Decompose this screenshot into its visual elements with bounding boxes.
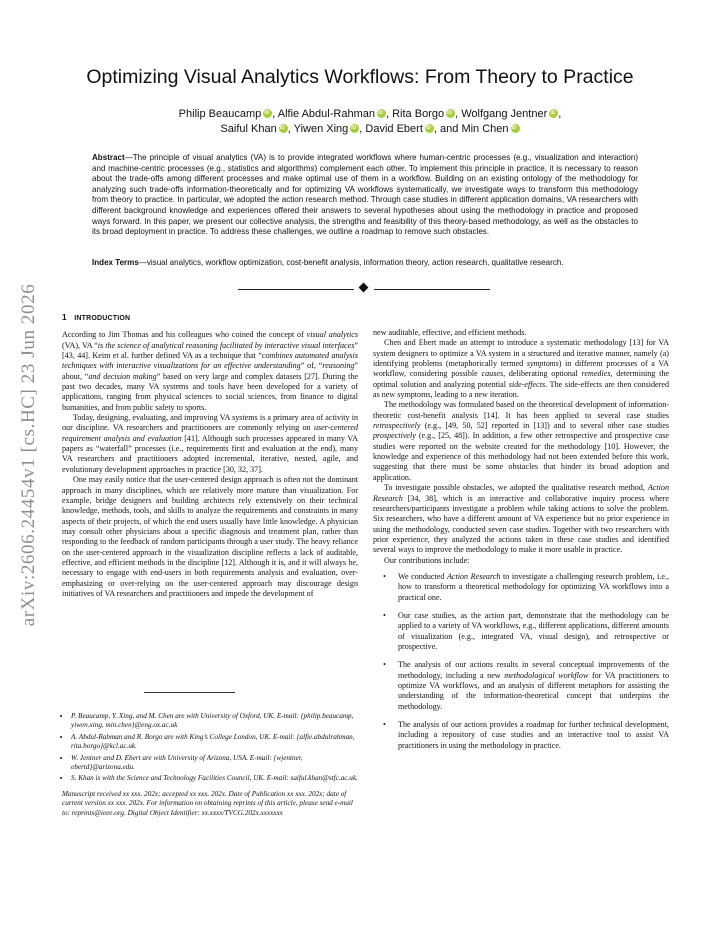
footnote-affiliation: • P. Beaucamp, Y. Xing, and M. Chen are with University of Oxford, UK. E-mail: {philip.beaucamp, yiwen.xing, min.chen}@eng.ox.ac.uk: [71, 712, 358, 731]
text-run: The analysis of our actions results in several conceptual improvements of the methodology, including a new: [398, 660, 669, 680]
list-item: [373, 660, 669, 712]
author-name: Rita Borgo: [392, 108, 445, 120]
section-number: 1: [62, 313, 67, 322]
text-run: [41]. Although such processes appeared in many VA papers as “waterfall” processes (i.e., requirements first and evaluation at the end), many VA researchers and practitioners adopted incremental, iterative, nested, agile, and evolutionary development approaches in practice [30, 32, 37].: [62, 433, 358, 474]
emphasis: remedies: [581, 369, 611, 379]
emphasis: is the science of analytical reasoning facilitated by interactive visual interfaces: [97, 340, 355, 350]
orcid-icon[interactable]: [549, 109, 558, 118]
emphasis: Action Research: [446, 571, 501, 581]
text-run: Our case studies, as the action part, demonstrate that the methodology can be applied to a variety of VA workflows, e.g., different applications, different amounts of visualization (e.g., integrated VA, visual design), and retrospective or prospective.: [398, 610, 669, 651]
orcid-icon[interactable]: [350, 124, 359, 133]
emphasis: prospectively: [373, 431, 416, 441]
text-run: The analysis of our actions provides a roadmap for further technical development, including a repository of case studies and an interactive tool to assist VA practitioners in using the methodology in practice.: [398, 720, 669, 750]
emphasis: symptoms: [526, 359, 559, 369]
emphasis: and decision making: [88, 371, 157, 381]
section-heading: [62, 313, 358, 324]
text-run: ” of, “: [300, 361, 323, 371]
orcid-icon[interactable]: [511, 124, 520, 133]
text-run: for VA practitioners to optimize VA workflows, and an analysis of different metaphors for assisting the understanding of the information-theoretical concept that underpins the methodology.: [398, 670, 669, 711]
separator-right-rule: [374, 289, 490, 290]
footnote-rule: [144, 692, 235, 693]
footnote-affiliation: • W. Jentner and D. Ebert are with University of Arizona, USA. E-mail: {wjentner, ebertd}@arizona.edu.: [71, 754, 358, 773]
emphasis: reasoning: [322, 361, 355, 371]
emphasis: retrospectively: [373, 421, 421, 431]
emphasis: Action Research: [373, 483, 669, 503]
author-name: David Ebert: [365, 123, 423, 135]
author-name: Philip Beaucamp: [178, 108, 262, 120]
text-run: (e.g., [49, 50, 52] reported in [13]) and to several other case studies: [420, 421, 669, 431]
emphasis: user-centered requirement analysis and evaluation: [62, 423, 358, 443]
paragraph: [62, 413, 358, 475]
text-run: , deliberating optional: [503, 369, 582, 379]
emphasis: side-effects: [508, 379, 546, 389]
abstract-label: Abstract: [92, 153, 125, 162]
bullet-glyph: •: [383, 720, 386, 730]
text-run: ” about, “: [62, 361, 359, 381]
author-list: [90, 107, 650, 137]
text-run: ” based on very large and complex datasets [27]. During the past two decades, many VA systems and tools have been developed for a variety of applications, ranging from physical sciences to social sciences, from finance to digital humanities, and from public safety to sports.: [62, 371, 358, 412]
manuscript-info: Manuscript received xx xxx. 202x; accepted xx xxx. 202x. Date of Publication xx xxx. 202x; date of current version xx xxx. 202x. For information on obtaining reprints of this article, please send e-mail to: reprints@ieee.org. Digital Object Identifier: xx.xxxx/TVCG.202x.xxxxxxx: [62, 789, 353, 817]
author-name: Min Chen: [461, 123, 509, 135]
author-name: Saiful Khan: [220, 123, 277, 135]
text-run: We conducted: [398, 571, 447, 581]
contribution-list: [373, 572, 669, 751]
text-run: Today, designing, evaluating, and improving VA systems is a primary area of activity in our discipline. VA researchers and practitioners are commonly relying on: [62, 413, 358, 433]
author-conjunction: and: [440, 123, 459, 135]
text-run: [34, 38], which is an interactive and collaborative inquiry process where researchers/participants investigate a problem while taking actions to solve the problem. Six researchers, who have a different amount of VA experience but no prior experience in using the methodology, conducted seven case studies. Together with two researchers with prior experience, they analyzed the actions taken in these case studies and identified several ways to improve the methodology to make it more usable in practice.: [373, 493, 669, 555]
footnote-affiliation: • A. Abdul-Rahman and R. Borgo are with King’s College London, UK. E-mail: {alfie.abdulrahman, rita.borgo}@kcl.ac.uk.: [71, 733, 358, 752]
paragraph: [373, 338, 669, 400]
text-run: , determining the optimal solution and analyzing potential: [373, 369, 669, 389]
paragraph: [62, 330, 358, 413]
paragraph: [373, 483, 669, 555]
emphasis: methodological workflow: [504, 670, 589, 680]
left-column: [62, 313, 358, 599]
paragraph: [373, 400, 669, 483]
text-run: The methodology was formulated based on the theoretical development of information-theoretic cost-benefit analysis [14]. It has been applied to several case studies: [373, 400, 669, 420]
emphasis: visual analytics: [306, 330, 358, 340]
orcid-icon[interactable]: [425, 124, 434, 133]
separator-left-rule: [238, 289, 354, 290]
text-run: To investigate possible obstacles, we adopted the qualitative research method,: [384, 483, 648, 493]
author-line-1: Philip BeaucampiD , Alfie Abdul-RahmaniD , Rita BorgoiD , Wolfgang JentneriD ,: [90, 107, 650, 122]
paragraph: One may easily notice that the user-centered design approach is often not the dominant approach in many disciplines, which are relatively more mature than visualization. For example, bridge designers and building architects rely extensively on their technical knowledge, methods, tools, and skills to analyze the requirements and constraints in many aspects of their projects, of which the end users usually have little knowledge. A physician may consult other physicians about a specific diagnosis and treatment plan, rather than responding to the feedback of random participants through a user study. The heavy reliance on the user-centered approach in the visualization discipline reflects a lack of auditable, effective, and efficient methods in the discipline [12]. Although it is, and it will always be, necessary to engage with end-users in both requirements analysis and evaluation, over-emphasizing or over-relying on the user-centered approach may discourage design initiatives of VA researchers and practitioners and impede the development of: [62, 475, 358, 598]
bullet-glyph: •: [383, 571, 386, 581]
list-item: [373, 611, 669, 652]
text-run: ) in different processes of a VA workflow, considering possible: [373, 359, 669, 379]
paragraph: new auditable, effective, and efficient methods.: [373, 328, 527, 337]
paper-title: Optimizing Visual Analytics Workflows: From Theory to Practice: [86, 66, 634, 88]
text-run: (VA), VA “: [62, 340, 98, 350]
arxiv-sidebar-stamp: [14, 260, 44, 650]
orcid-icon[interactable]: [446, 109, 455, 118]
text-run: . The side-effects are then considered as new symptoms, leading to a new iteration.: [373, 379, 669, 400]
author-name: Alfie Abdul-Rahman: [277, 108, 375, 120]
abstract: [92, 153, 638, 238]
index-terms: [92, 258, 638, 269]
list-item: [373, 720, 669, 751]
section-title: INTRODUCTION: [74, 315, 131, 322]
author-line-2: Saiful KhaniD , Yiwen XingiD , David EbertiD , and Min CheniD: [90, 122, 650, 137]
emphasis: combines automated analysis techniques with interactive visualizations for an effective understanding: [62, 351, 358, 371]
author-name: Wolfgang Jentner: [461, 108, 548, 120]
text-run: (e.g., [25, 48]). In addition, a few other retrospective and prospective case studies were reported on the website created for the methodology [10]. However, the knowledge and experience of this methodology had not been extended before this work, suggesting that there must be some obstacles that hinder its broad adoption and application.: [373, 431, 669, 482]
separator-diamond: [359, 283, 369, 293]
text-run: ” [43, 44]. Keim et al. further defined VA as a technique that “: [62, 340, 358, 361]
bullet-glyph: •: [383, 610, 386, 620]
right-column: [373, 328, 669, 759]
text-run: Chen and Ebert made an attempt to introduce a systematic methodology [13] for VA system designers to optimize a VA system in a structured and iterative manner, namely (a) identifying problems (metaphorically termed: [373, 338, 669, 369]
index-terms-text: —visual analytics, workflow optimization, cost-benefit analysis, information theory, action research, qualitative research.: [138, 258, 564, 267]
orcid-icon[interactable]: [263, 109, 272, 118]
footnotes: [62, 712, 358, 818]
abstract-text: —The principle of visual analytics (VA) is to provide integrated workflows where human-centric processes (e.g., visualization and interaction) and machine-centric processes (e.g., statistics and algorithms) complement each other. To implement this principle in practice, it is necessary to reason about the trade-offs among different processes and make optimal use of them in a workflow. Building on an existing ontology of the methodology for analyzing such trade-offs information-theoretically and for optimizing VA workflows systematically, we investigate ways to transform this methodology from theory to practice. In particular, we adopted the action research method. Through case studies in different application domains, VA researchers with different background knowledge and experiences offered their answers to several hypotheses about using the methodology in practice and proposed ways forward. In this paper, we present our collective analysis, the strengths and feasibility of this theory-based methodology, as well as the obstacles to its broad deployment in practice. To address these challenges, we outline a roadmap to remove such obstacles.: [92, 153, 638, 237]
bullet-glyph: •: [383, 660, 386, 670]
orcid-icon[interactable]: [377, 109, 386, 118]
footnote-affiliation: • S. Khan is with the Science and Technology Facilities Council, UK. E-mail: saiful.khan@stfc.ac.uk.: [71, 774, 358, 783]
orcid-icon[interactable]: [279, 124, 288, 133]
list-item: [373, 572, 669, 603]
index-terms-label: Index Terms: [92, 258, 139, 267]
text-run: to investigate a challenging research problem, i.e., how to transform a theoretical methodology for optimizing VA workflows into a practical one.: [398, 571, 669, 602]
author-name: Yiwen Xing: [293, 123, 349, 135]
text-run: According to Jim Thomas and his colleagues who coined the concept of: [62, 330, 307, 340]
paragraph: Our contributions include:: [384, 555, 470, 565]
arxiv-identifier: arXiv:2606.24454v1 [cs.HC] 23 Jun 2026: [18, 283, 39, 627]
emphasis: causes: [481, 369, 504, 379]
